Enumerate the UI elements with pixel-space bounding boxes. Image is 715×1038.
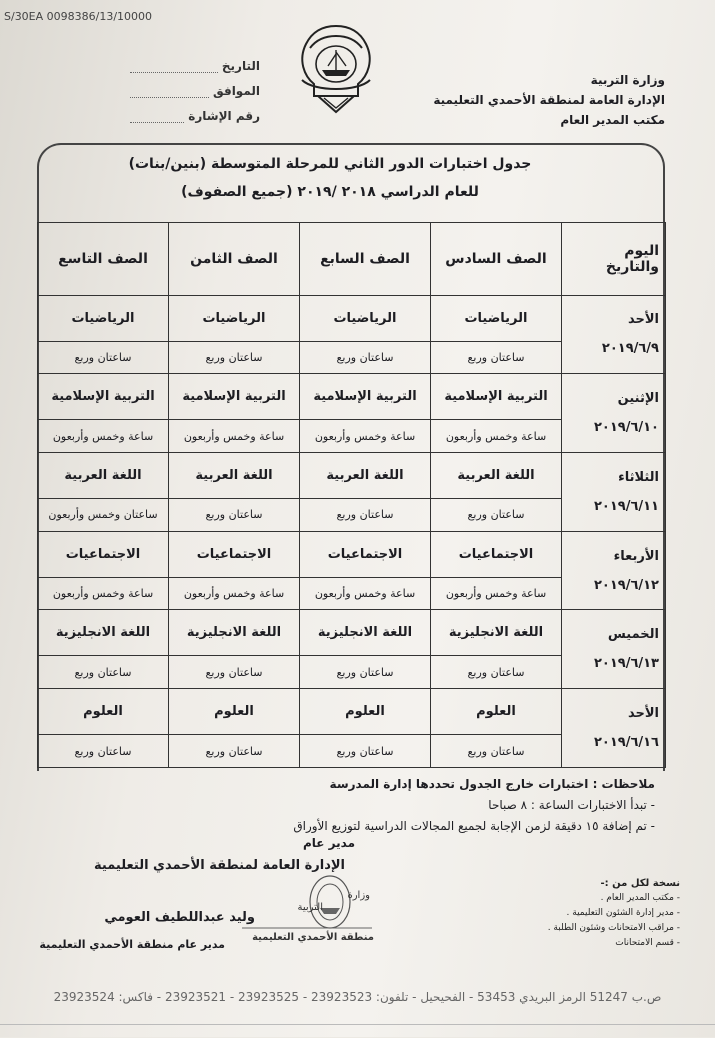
duration-cell: ساعة وخمس وأربعون — [431, 420, 562, 453]
ministry-name: وزارة التربية — [590, 73, 665, 87]
subject-cell: الرياضيات — [300, 295, 431, 341]
day-date-cell — [562, 610, 666, 689]
subject-cell: اللغة الانجليزية — [38, 610, 169, 656]
duration-cell: ساعتان وربع — [169, 341, 300, 374]
duration-cell: ساعتان وربع — [169, 499, 300, 532]
table-row — [38, 689, 666, 735]
subject-cell: العلوم — [169, 689, 300, 735]
signatory-title: مدير عام — [302, 836, 355, 850]
kuwait-emblem-icon — [294, 22, 378, 118]
official-stamp — [232, 862, 378, 954]
footer-divider — [0, 1024, 715, 1038]
subject-cell: اللغة العربية — [431, 453, 562, 499]
duration-cell: ساعة وخمس وأربعون — [38, 420, 169, 453]
subject-cell: الاجتماعيات — [300, 531, 431, 577]
duration-cell: ساعتان وربع — [300, 735, 431, 768]
duration-cell: ساعتان وربع — [169, 656, 300, 689]
note-line: - تم إضافة ١٥ دقيقة لزمن الإجابة لجميع المجالات الدراسية لتوزيع الأوراق — [293, 819, 655, 833]
subject-cell: التربية الإسلامية — [431, 374, 562, 420]
office-name: مكتب المدير العام — [560, 113, 665, 127]
schedule-title: جدول اختبارات الدور الثاني للمرحلة المتوسطة (بنين/بنات) — [128, 156, 532, 172]
subject-cell: الاجتماعيات — [38, 531, 169, 577]
day-date-cell — [562, 374, 666, 453]
subject-cell: الرياضيات — [38, 295, 169, 341]
copies-list — [480, 876, 680, 951]
day-date-cell — [562, 453, 666, 532]
header-grade-6: الصف السادس — [431, 223, 562, 296]
exam-date: ٢٠١٩/٦/٩ — [601, 341, 659, 357]
schedule-subtitle: للعام الدراسي ٢٠١٨ /٢٠١٩ (جميع الصفوف) — [181, 184, 479, 200]
table-header-row — [38, 223, 666, 296]
copy-recipient: - قسم الامتحانات — [615, 938, 680, 948]
meta-fields — [130, 48, 260, 123]
organization-header — [405, 70, 665, 130]
subject-cell: الرياضيات — [169, 295, 300, 341]
day-name: الخميس — [607, 627, 659, 643]
subject-cell: العلوم — [38, 689, 169, 735]
subject-cell: اللغة العربية — [300, 453, 431, 499]
table-row — [38, 453, 666, 499]
header-day-date: اليوم والتاريخ — [562, 223, 666, 296]
duration-cell: ساعتان وربع — [300, 499, 431, 532]
subject-cell: العلوم — [431, 689, 562, 735]
corresponding-label: الموافق — [213, 84, 260, 98]
subject-cell: اللغة العربية — [38, 453, 169, 499]
copy-recipient: - مدير إدارة الشئون التعليمية . — [566, 908, 680, 918]
subject-cell: اللغة العربية — [169, 453, 300, 499]
subject-cell: اللغة الانجليزية — [431, 610, 562, 656]
subject-cell: الاجتماعيات — [431, 531, 562, 577]
duration-cell: ساعتان وربع — [38, 341, 169, 374]
note-line: ملاحظات : اختبارات خارج الجدول تحددها إدارة المدرسة — [329, 777, 655, 791]
exam-date: ٢٠١٩/٦/١٣ — [593, 656, 659, 672]
duration-cell: ساعة وخمس وأربعون — [300, 420, 431, 453]
stamp-text-district: منطقة الأحمدي التعليمية — [252, 932, 374, 943]
duration-cell: ساعتان وربع — [300, 341, 431, 374]
subject-cell: العلوم — [300, 689, 431, 735]
duration-cell: ساعتان وربع — [431, 656, 562, 689]
header-grade-7: الصف السابع — [300, 223, 431, 296]
day-name: الإثنين — [617, 391, 659, 407]
duration-cell: ساعتان وربع — [431, 341, 562, 374]
duration-cell: ساعة وخمس وأربعون — [38, 577, 169, 610]
day-name: الأحد — [627, 706, 659, 722]
duration-cell: ساعة وخمس وأربعون — [169, 577, 300, 610]
reference-number-label: رقم الإشارة — [188, 109, 260, 123]
exam-date: ٢٠١٩/٦/١٢ — [593, 577, 659, 593]
exam-date: ٢٠١٩/٦/١١ — [593, 498, 659, 514]
duration-cell: ساعة وخمس وأربعون — [169, 420, 300, 453]
day-name: الأحد — [627, 312, 659, 328]
subject-cell: اللغة الانجليزية — [300, 610, 431, 656]
table-row — [38, 374, 666, 420]
header-grade-8: الصف الثامن — [169, 223, 300, 296]
duration-cell: ساعة وخمس وأربعون — [300, 577, 431, 610]
table-row — [38, 610, 666, 656]
duration-cell: ساعتان وربع — [300, 656, 431, 689]
reference-code: S/30EA 0098386/13/10000 — [4, 10, 153, 23]
signatory-office: الإدارة العامة لمنطقة الأحمدي التعليمية — [94, 858, 345, 873]
day-name: الأربعاء — [613, 548, 659, 564]
exam-date: ٢٠١٩/٦/١٠ — [593, 420, 659, 436]
notes-section — [95, 774, 655, 837]
duration-cell: ساعتان وربع — [169, 735, 300, 768]
table-row — [38, 295, 666, 341]
day-date-cell — [562, 689, 666, 768]
stamp-text-education: التربية — [297, 902, 323, 913]
table-row — [38, 531, 666, 577]
subject-cell: اللغة الانجليزية — [169, 610, 300, 656]
signatory-name: وليد عبداللطيف العومي — [104, 910, 255, 925]
directorate-name: الإدارة العامة لمنطقة الأحمدي التعليمية — [433, 93, 665, 107]
duration-cell: ساعتان وربع — [38, 735, 169, 768]
subject-cell: التربية الإسلامية — [300, 374, 431, 420]
signatory-role: مدير عام منطقة الأحمدي التعليمية — [39, 938, 225, 951]
copies-title: نسخة لكل من :- — [600, 878, 680, 889]
subject-cell: الاجتماعيات — [169, 531, 300, 577]
copy-recipient: - مكتب المدير العام . — [600, 893, 680, 903]
exam-schedule-table — [37, 222, 666, 768]
day-name: الثلاثاء — [618, 469, 659, 485]
note-line: - تبدأ الاختبارات الساعة : ٨ صباحا — [488, 798, 655, 812]
date-label: التاريخ — [221, 59, 260, 73]
copy-recipient: - مراقب الامتحانات وشئون الطلبة . — [547, 923, 680, 933]
stamp-text-ministry: وزارة — [347, 890, 370, 901]
duration-cell: ساعتان وربع — [431, 499, 562, 532]
duration-cell: ساعتان وربع — [38, 656, 169, 689]
duration-cell: ساعتان وخمس وأربعون — [38, 499, 169, 532]
header-grade-9: الصف التاسع — [38, 223, 169, 296]
subject-cell: التربية الإسلامية — [169, 374, 300, 420]
subject-cell: التربية الإسلامية — [38, 374, 169, 420]
duration-cell: ساعتان وربع — [431, 735, 562, 768]
day-date-cell — [562, 295, 666, 374]
subject-cell: الرياضيات — [431, 295, 562, 341]
duration-cell: ساعة وخمس وأربعون — [431, 577, 562, 610]
day-date-cell — [562, 531, 666, 610]
exam-date: ٢٠١٩/٦/١٦ — [593, 735, 659, 751]
footer-contact: ص.ب 51247 الرمز البريدي 53453 - الفحيحيل - تلفون: 23923523 - 23923525 - 23923521 - فاكس: 23923524 — [53, 990, 662, 1004]
